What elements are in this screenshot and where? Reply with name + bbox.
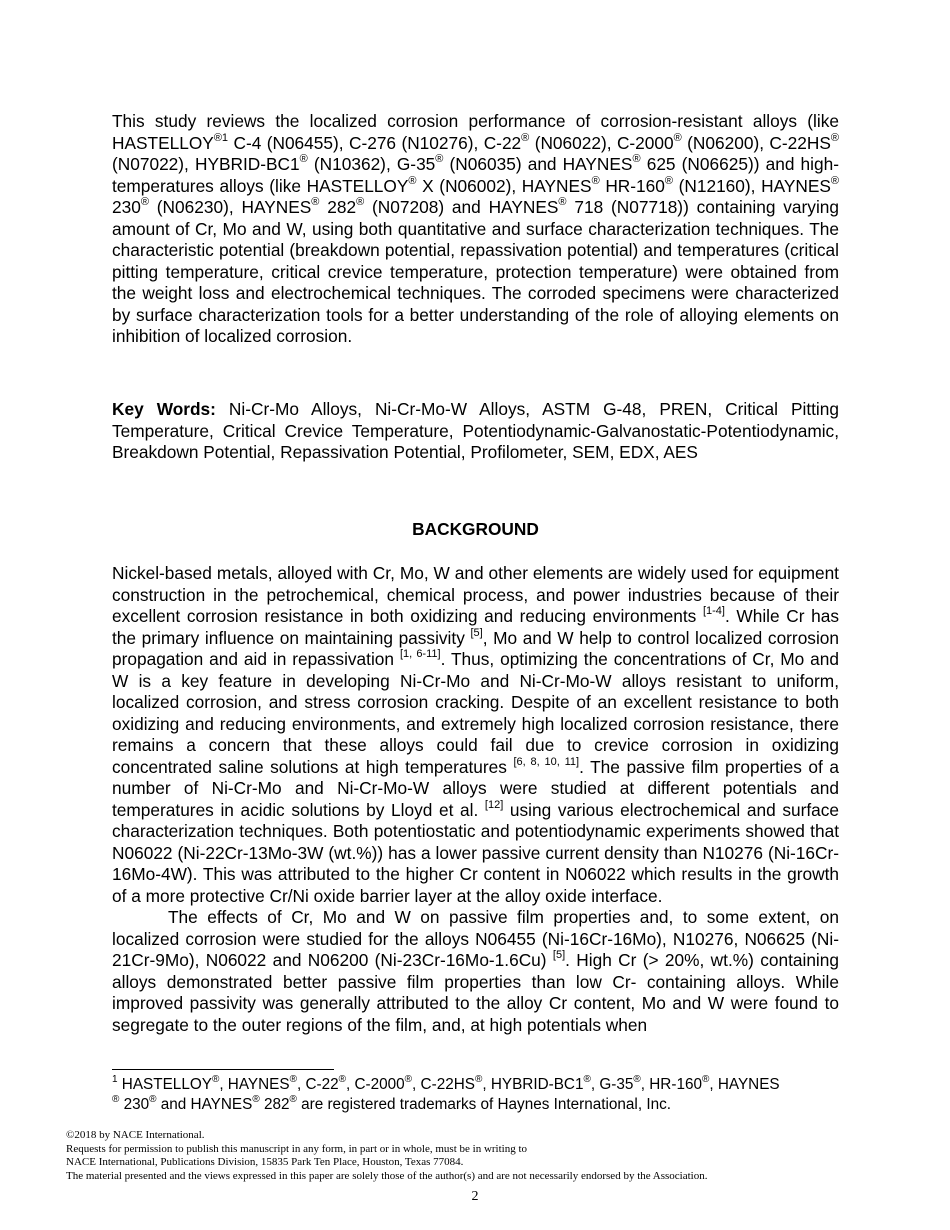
footnote-separator	[112, 1069, 334, 1070]
footnote-text: , G-35	[590, 1076, 634, 1093]
keywords-paragraph	[112, 399, 839, 464]
footnote-text: 282	[259, 1096, 290, 1113]
body-text: Nickel-based metals, alloyed with Cr, Mo, W and other elements are widely used for equipment construction in the petrochemical, chemical process, and power industries because of their excellent corrosion resistance in both oxidizing and reducing environments	[112, 563, 839, 626]
footnote-text: , HAYNES	[709, 1076, 780, 1093]
registered-mark: ®	[404, 1073, 413, 1085]
registered-mark: ®	[289, 1073, 297, 1085]
copyright-line: ©2018 by NACE International.	[66, 1129, 205, 1141]
body-text: . The passive film properties of a number of Ni-Cr-Mo and Ni-Cr-Mo-W alloys were studied at different potentials and temperatures in acidic solutions by Lloyd et al.	[112, 756, 839, 820]
registered-mark: ®	[112, 1093, 120, 1105]
abstract-text: (N06035) and HAYNES	[443, 154, 633, 174]
abstract-text: 625 (N06625)) and high-temperatures alloys (like HASTELLOY	[112, 154, 839, 196]
section-heading: BACKGROUND	[412, 519, 539, 539]
footnote-text: HASTELLOY	[117, 1076, 212, 1093]
footnote-number: 1	[112, 1073, 118, 1085]
abstract-text: (N06230), HAYNES	[148, 197, 312, 217]
abstract-paragraph	[112, 111, 839, 348]
footnote-text: and HAYNES	[156, 1096, 253, 1113]
keywords-text: Ni-Cr-Mo Alloys, Ni-Cr-Mo-W Alloys, ASTM G-48, PREN, Critical Pitting Temperature, Critical Crevice Temperature, Potentiodynamic-Galvanostatic-Potentiodynamic, Breakdown Potential, Repassivation Potential, Profilometer, SEM, EDX, AES	[112, 399, 839, 462]
registered-mark: ®	[633, 1073, 641, 1085]
footnote-text: , HYBRID-BC1	[482, 1076, 584, 1093]
citation: [5]	[470, 626, 483, 639]
background-paragraph-2	[112, 907, 839, 1036]
registered-mark: ®	[830, 131, 839, 144]
footnote-text: 230	[119, 1096, 150, 1113]
keywords-label: Key Words:	[112, 399, 216, 419]
abstract-text: 718 (N07718)) containing varying amount of Cr, Mo and W, using both quantitative and surface characterization techniques. The characteristic potential (breakdown potential, repassivation potential) and temperatures (critical pitting temperature, critical crevice temperature, protection temperature) were obtained from the weight loss and electrochemical techniques. The corroded specimens were characterized by surface characterization tools for a better understanding of the role of alloying elements on inhibition of localized corrosion.	[112, 197, 840, 346]
abstract-text: (N10362), G-35	[307, 154, 436, 174]
footnote-text: , HAYNES	[219, 1076, 290, 1093]
abstract-text: 230	[112, 197, 141, 217]
citation: [1, 6-11]	[399, 648, 441, 661]
registered-mark: ®	[311, 196, 320, 209]
registered-mark: ®	[299, 153, 308, 166]
abstract-text: X (N06002), HAYNES	[416, 175, 592, 196]
abstract-text: (N06200), C-22HS	[681, 132, 831, 153]
citation: [5]	[552, 949, 566, 962]
permission-line: Requests for permission to publish this manuscript in any form, in part or in whole, must be in writing to	[66, 1142, 528, 1155]
address-line: NACE International, Publications Division, 15835 Park Ten Place, Houston, Texas 77084.	[66, 1156, 464, 1169]
background-paragraph-1	[112, 563, 839, 907]
citation: [12]	[484, 798, 504, 811]
abstract-text: C-4 (N06455), C-276 (N10276), C-22	[228, 132, 522, 153]
registered-mark: ®	[356, 196, 365, 209]
registered-mark: ®	[408, 174, 417, 187]
registered-mark: ®	[252, 1093, 260, 1105]
abstract-text: (N07208) and HAYNES	[364, 197, 559, 217]
registered-mark: ®	[289, 1093, 297, 1105]
registered-footnote-mark: ®1	[213, 131, 229, 144]
background-section	[112, 563, 839, 1036]
registered-mark: ®	[435, 153, 444, 166]
registered-mark: ®	[591, 174, 600, 187]
body-text: The effects of Cr, Mo and W on passive film properties and, to some extent, on localized corrosion were studied for the alloys N06455 (Ni-16Cr-16Mo), N10276, N06625 (Ni-21Cr-9Mo), N06022 and N06200 (Ni-23Cr-16Mo-1.6Cu)	[112, 907, 839, 970]
citation: [1-4]	[702, 605, 725, 618]
registered-mark: ®	[558, 196, 567, 209]
registered-mark: ®	[664, 174, 673, 187]
registered-mark: ®	[474, 1073, 483, 1085]
registered-mark: ®	[140, 196, 149, 209]
disclaimer-line: The material presented and the views expressed in this paper are solely those of the author(s) and are not necessarily endorsed by the Association.	[66, 1170, 708, 1183]
abstract-text: (N06022), C-2000	[529, 132, 674, 153]
footnote-text: , C-22	[296, 1076, 339, 1093]
trademark-footnote	[112, 1075, 839, 1115]
registered-mark: ®	[211, 1073, 220, 1085]
registered-mark: ®	[583, 1073, 591, 1085]
footnote-text: , C-22HS	[412, 1076, 475, 1093]
body-text: , Mo and W help to control localized corrosion propagation and aid in repassivation	[112, 627, 840, 669]
citation: [6, 8, 10, 11]	[513, 755, 580, 768]
abstract-text: HR-160	[599, 175, 665, 196]
body-text: . While Cr has the primary influence on maintaining passivity	[112, 606, 839, 648]
registered-mark: ®	[338, 1073, 346, 1085]
registered-mark: ®	[701, 1073, 710, 1085]
abstract-text: (N07022), HYBRID-BC1	[112, 154, 300, 174]
footnote-text: are registered trademarks of Haynes International, Inc.	[296, 1096, 671, 1113]
footnote-text: , C-2000	[346, 1076, 405, 1093]
body-text: using various electrochemical and surface characterization techniques. Both potentiostatic and potentiodynamic experiments showed that N06022 (Ni-22Cr-13Mo-3W (wt.%)) has a lower passive current density than N10276 (Ni-16Cr-16Mo-4W). This was attributed to the higher Cr content in N06022 which results in the growth of a more protective Cr/Ni oxide barrier layer at the alloy oxide interface.	[112, 799, 839, 906]
registered-mark: ®	[830, 174, 839, 187]
abstract-text: This study reviews the localized corrosion performance of corrosion-resistant alloys (like HASTELLOY	[112, 111, 839, 153]
registered-mark: ®	[521, 131, 530, 144]
registered-mark: ®	[673, 131, 682, 144]
registered-mark: ®	[632, 153, 641, 166]
copyright-notice	[66, 1129, 896, 1184]
body-text: . High Cr (> 20%, wt.%) containing alloys demonstrated better passive film properties than low Cr- containing alloys. While improved passivity was generally attributed to the alloy Cr content, Mo and W were found to segregate to the outer regions of the film, and, at high potentials when	[112, 950, 839, 1035]
abstract-text: 282	[319, 197, 357, 217]
footnote-text: , HR-160	[640, 1076, 702, 1093]
body-text: . Thus, optimizing the concentrations of Cr, Mo and W is a key feature in developing Ni-Cr-Mo and Ni-Cr-Mo-W alloys resistant to uniform, localized corrosion, and stress corrosion cracking. Despite of an excellent resistance to both oxidizing and reducing environments, and extremely high localized corrosion resistance, there remains a concern that these alloys could fail due to crevice corrosion in oxidizing concentrated saline solutions at high temperatures	[112, 649, 839, 777]
abstract-text: (N12160), HAYNES	[672, 175, 831, 196]
registered-mark: ®	[149, 1093, 157, 1105]
page-number: 2	[471, 1189, 479, 1204]
